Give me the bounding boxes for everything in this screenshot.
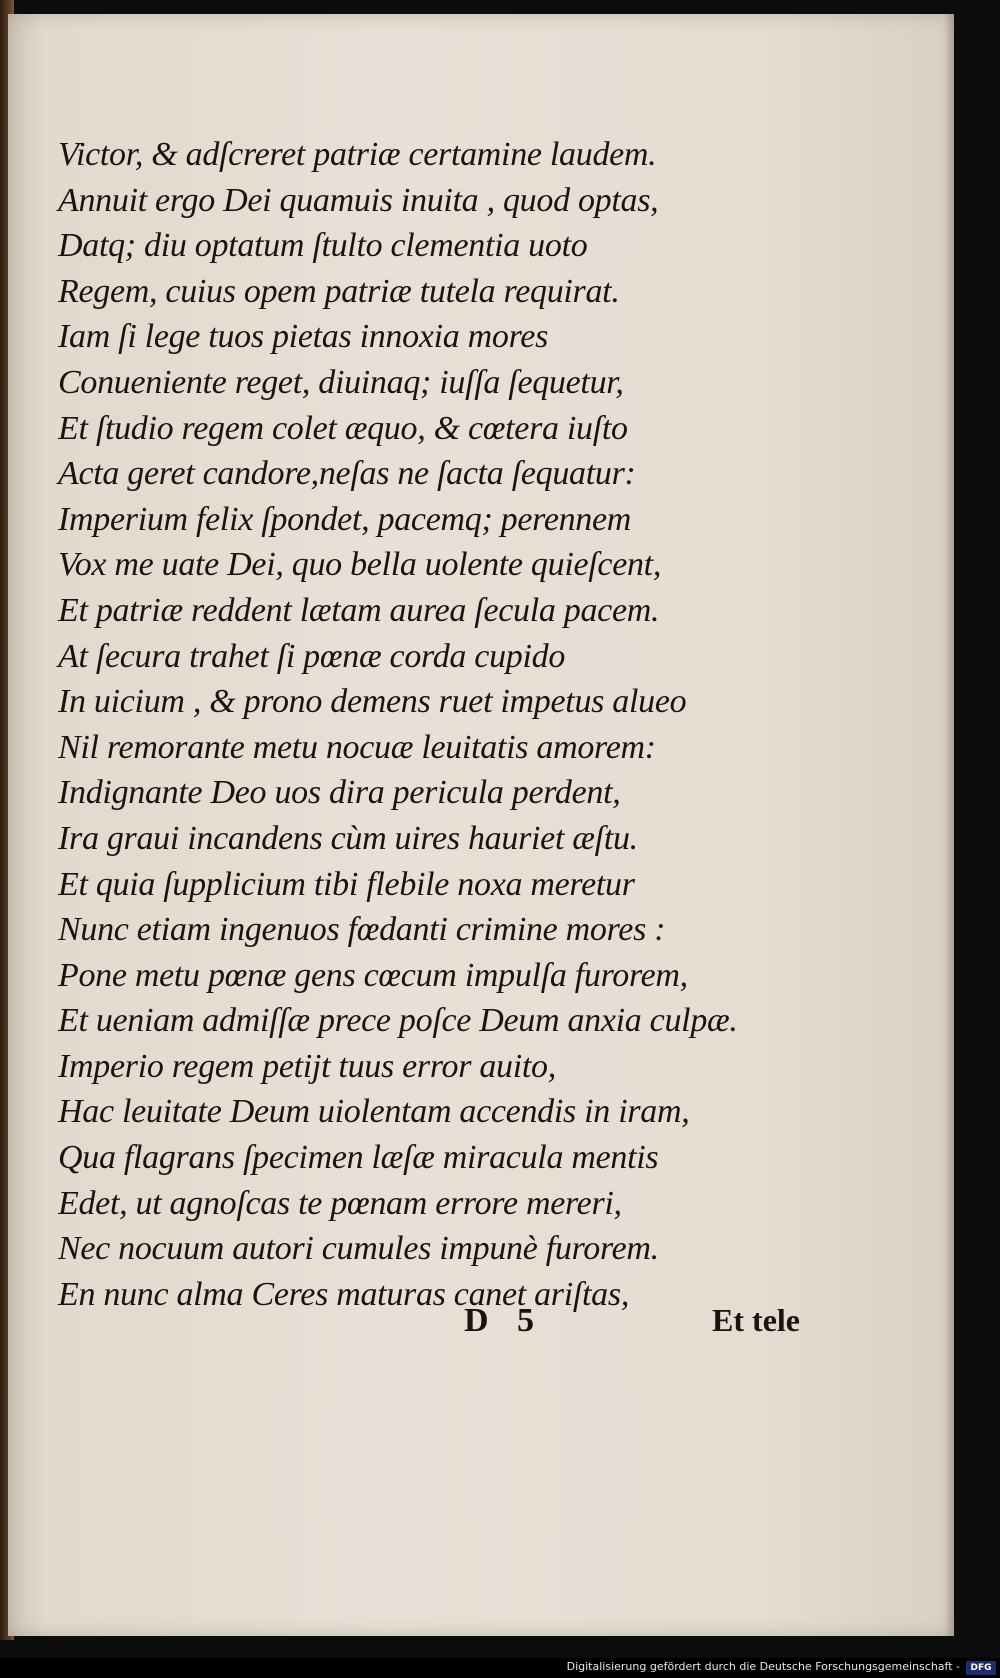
dfg-logo-icon: DFG	[966, 1661, 996, 1675]
verse-line: Imperio regem petijt tuus error auito,	[58, 1047, 556, 1085]
verse-line: Imperium felix ſpondet, pacemq; perennem	[58, 500, 632, 538]
verse-line: Hac leuitate Deum uiolentam accendis in iram,	[58, 1093, 690, 1131]
verse-line: Nunc etiam ingenuos fœdanti crimine mores :	[58, 911, 666, 949]
signature-mark: D 5	[464, 1302, 545, 1339]
verse-line: Vox me uate Dei, quo bella uolente quieſcent,	[58, 546, 662, 584]
catchword: Et tele	[712, 1302, 800, 1338]
page-footer	[88, 1302, 800, 1352]
verse-line: Victor, & adſcreret patriæ certamine laudem.	[58, 136, 657, 173]
verse-line: Nil remorante metu nocuæ leuitatis amorem:	[58, 728, 656, 766]
verse-line: Et patriæ reddent lætam aurea ſecula pacem.	[58, 591, 660, 629]
verse-line: Datq; diu optatum ſtulto clementia uoto	[58, 227, 588, 265]
verse-line: Indignante Deo uos dira pericula perdent,	[58, 774, 621, 812]
verse-line: At ſecura trahet ſi pœnæ corda cupido	[58, 637, 566, 675]
verse-line: Ira graui incandens cùm uires hauriet æſtu.	[58, 819, 638, 857]
verse-line: Et ſtudio regem colet æquo, & cœtera iuſto	[58, 409, 628, 447]
verse-line: In uicium , & prono demens ruet impetus alueo	[58, 683, 687, 721]
verse-line: Acta geret candore,neſas ne ſacta ſequatur:	[58, 455, 636, 493]
verse-line: Conueniente reget, diuinaq; iuſſa ſequetur,	[58, 363, 624, 401]
verse-line: Qua flagrans ſpecimen læſæ miracula mentis	[58, 1139, 659, 1177]
verse-text-block	[58, 132, 818, 1317]
verse-line: Et quia ſupplicium tibi flebile noxa meretur	[58, 865, 635, 903]
credit-bar	[0, 1658, 1000, 1678]
verse-line: Pone metu pœnæ gens cœcum impulſa furorem,	[58, 956, 688, 994]
book-page	[8, 14, 954, 1636]
verse-line: Iam ſi lege tuos pietas innoxia mores	[58, 318, 549, 356]
verse-line: Regem, cuius opem patriæ tutela requirat.	[58, 272, 620, 310]
verse-line: Et ueniam admiſſæ prece poſce Deum anxia culpæ.	[58, 1002, 738, 1040]
verse-line: En nunc alma Ceres maturas canet ariſtas,	[58, 1275, 630, 1313]
verse-line: Edet, ut agnoſcas te pœnam errore mereri,	[58, 1184, 622, 1222]
verse-line: Annuit ergo Dei quamuis inuita , quod optas,	[58, 181, 659, 219]
funding-credit: Digitalisierung gefördert durch die Deutsche Forschungsgemeinschaft -	[566, 1660, 960, 1673]
verse-line: Nec nocuum autori cumules impunè furorem.	[58, 1230, 659, 1268]
